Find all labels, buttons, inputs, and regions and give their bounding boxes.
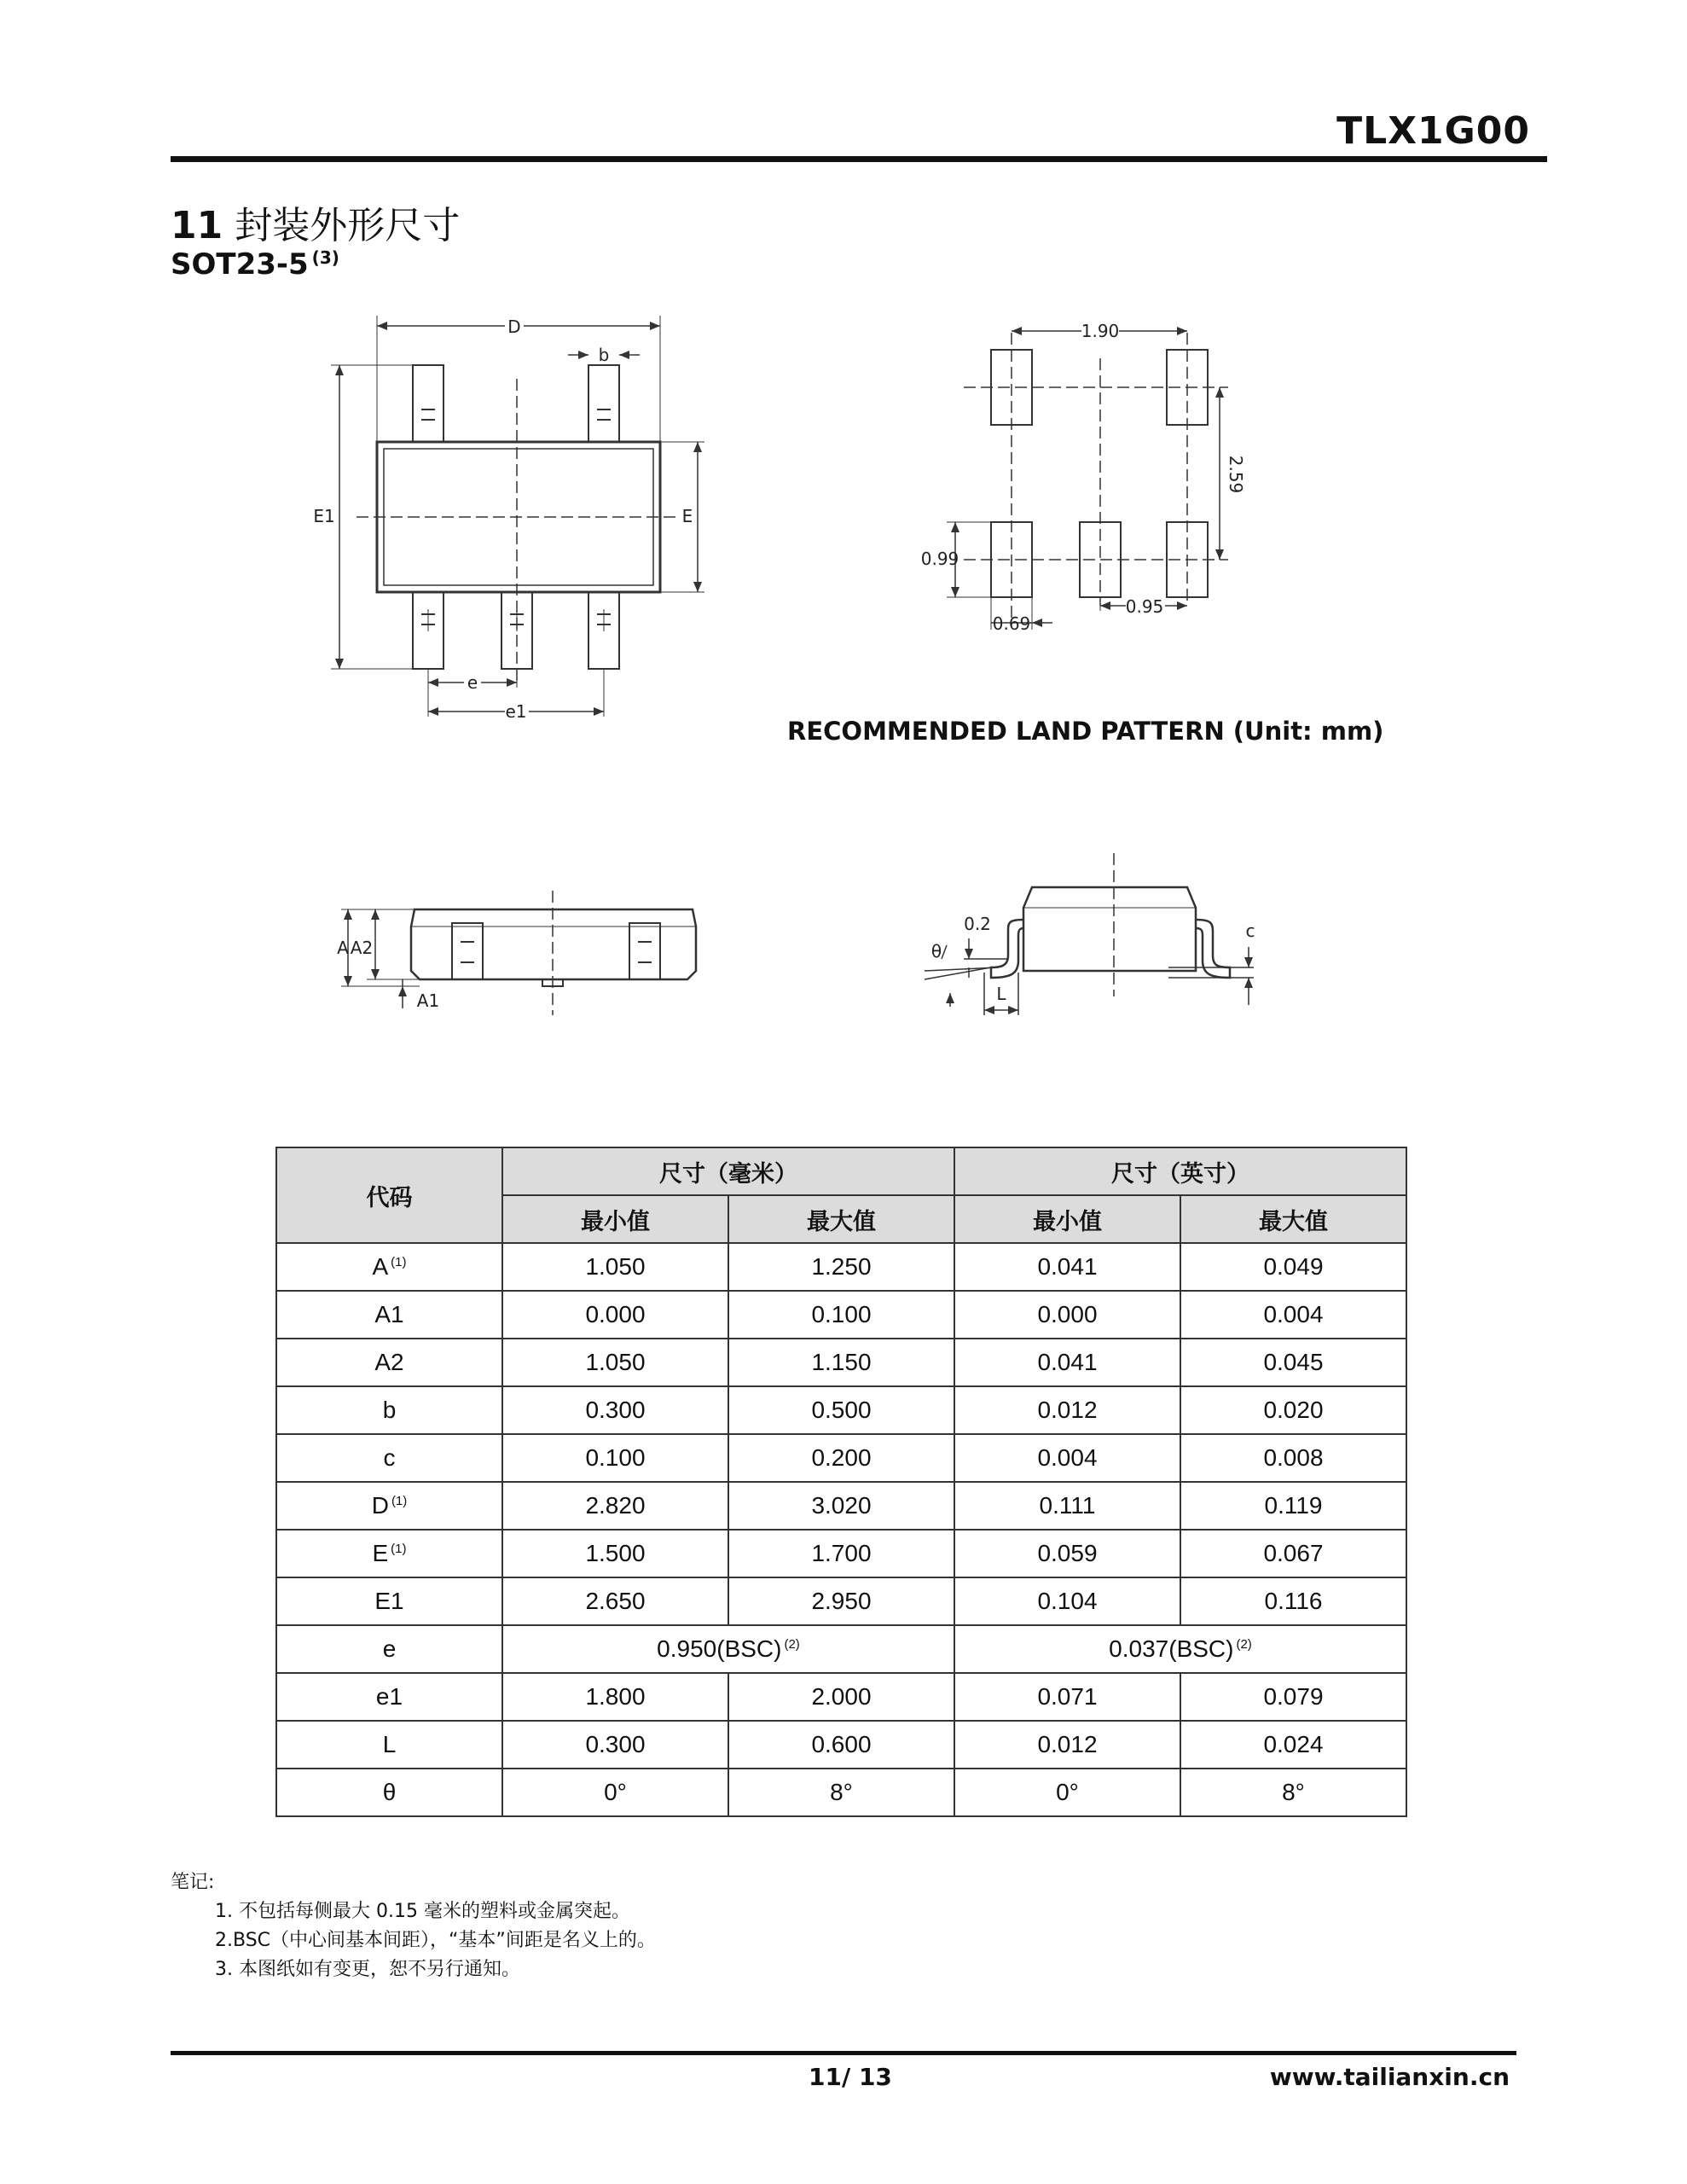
cell-value: 0.041 [954,1243,1180,1291]
cell-value: 2.820 [502,1482,728,1530]
cell-value: 1.050 [502,1339,728,1386]
table-row [276,1769,1406,1816]
symbol-note: (1) [391,1494,408,1508]
cell-value: 0.500 [728,1386,954,1434]
table-row [276,1673,1406,1721]
row-symbol: A2 [276,1339,502,1386]
cell-value: 2.000 [728,1673,954,1721]
cell-value: 1.150 [728,1339,954,1386]
note-item: 3. 本图纸如有变更，恕不另行通知。 [215,1959,520,1980]
cell-value: 0.000 [954,1291,1180,1339]
cell-value: 1.800 [502,1673,728,1721]
cell-value: 0.008 [1180,1434,1406,1482]
land-dim-095: 0.95 [1125,596,1164,617]
table-row [276,1625,1406,1673]
cell-value: 0.100 [728,1291,954,1339]
note-item: 2.BSC（中心间基本间距），“基本”间距是名义上的。 [215,1930,656,1951]
part-number: TLX1G00 [1336,109,1530,153]
side-view-drawing [333,887,708,1041]
package-note: (3) [311,247,339,268]
cell-value: 8° [1180,1769,1406,1816]
land-dim-069: 0.69 [992,613,1031,634]
cell-value: 0.004 [1180,1291,1406,1339]
header-in-min: 最小值 [954,1195,1180,1243]
cell-value: 0° [954,1769,1180,1816]
symbol-note: (1) [391,1542,407,1556]
land-pattern-drawing [921,316,1279,657]
cell-value: 0.000 [502,1291,728,1339]
dim-E-label: E [681,506,693,526]
table-row [276,1291,1406,1339]
row-symbol [276,1243,502,1291]
header-rule [171,156,1547,162]
package-name-text: SOT23-5 [171,247,309,282]
dim-e-label: e [467,672,478,693]
row-symbol: E1 [276,1577,502,1625]
package-name [171,247,339,282]
merged-value-text: 0.037(BSC) [1109,1635,1234,1662]
land-pattern-caption: RECOMMENDED LAND PATTERN (Unit: mm) [787,717,1384,746]
table-row [276,1530,1406,1577]
symbol-note: (1) [391,1255,407,1269]
table-row [276,1721,1406,1769]
cell-value: 0.004 [954,1434,1180,1482]
lead-dim-c: c [1245,921,1255,941]
dim-E1-label: E1 [313,506,335,526]
row-symbol: A1 [276,1291,502,1339]
cell-value: 0.045 [1180,1339,1406,1386]
cell-value: 1.050 [502,1243,728,1291]
footer-rule [171,2051,1516,2055]
cell-value: 1.250 [728,1243,954,1291]
cell-value: 1.500 [502,1530,728,1577]
dim-b-label: b [598,345,610,365]
notes-heading: 笔记: [171,1872,215,1893]
merged-value-note: (2) [1236,1637,1252,1652]
cell-value: 0.071 [954,1673,1180,1721]
cell-value: 2.650 [502,1577,728,1625]
cell-value: 0.119 [1180,1482,1406,1530]
row-symbol: θ [276,1769,502,1816]
cell-value: 0.300 [502,1386,728,1434]
cell-value: 0° [502,1769,728,1816]
cell-value: 0.012 [954,1721,1180,1769]
cell-value: 1.700 [728,1530,954,1577]
cell-value: 0.104 [954,1577,1180,1625]
symbol-text: D [371,1492,389,1519]
row-symbol: e [276,1625,502,1673]
table-row [276,1243,1406,1291]
row-symbol: e1 [276,1673,502,1721]
dim-D-label: D [507,317,521,337]
row-symbol: c [276,1434,502,1482]
top-view-drawing [307,307,716,734]
website-url: www.tailianxin.cn [1269,2063,1510,2091]
table-row [276,1482,1406,1530]
cell-value: 0.116 [1180,1577,1406,1625]
page-number: 11/ 13 [809,2063,892,2091]
dimension-table [275,1147,1407,1817]
header-code: 代码 [276,1147,502,1243]
cell-value: 0.041 [954,1339,1180,1386]
table-row [276,1386,1406,1434]
side-dim-A1: A1 [416,990,440,1011]
lead-dim-02: 0.2 [964,914,991,934]
cell-merged-value [954,1625,1406,1673]
symbol-text: A [372,1253,389,1280]
dim-e1-label: e1 [505,701,527,722]
header-mm-min: 最小值 [502,1195,728,1243]
lead-detail-drawing [913,853,1313,1041]
note-item: 1. 不包括每侧最大 0.15 毫米的塑料或金属突起。 [215,1901,630,1922]
cell-value: 0.200 [728,1434,954,1482]
cell-value: 8° [728,1769,954,1816]
lead-dim-L: L [996,984,1006,1004]
section-title-text: 封装外形尺寸 [235,204,461,247]
lead-dim-theta: θ [930,941,942,961]
cell-merged-value [502,1625,954,1673]
side-dim-A2: A2 [350,938,374,958]
section-title [171,195,460,249]
side-dim-A: A [337,938,349,958]
cell-value: 0.024 [1180,1721,1406,1769]
row-symbol [276,1530,502,1577]
cell-value: 0.111 [954,1482,1180,1530]
cell-value: 0.012 [954,1386,1180,1434]
table-row [276,1577,1406,1625]
land-dim-190: 1.90 [1081,321,1120,341]
land-dim-099: 0.99 [921,549,959,569]
header-mm-max: 最大值 [728,1195,954,1243]
cell-value: 3.020 [728,1482,954,1530]
row-symbol [276,1482,502,1530]
header-mm: 尺寸（毫米） [502,1147,954,1195]
cell-value: 0.049 [1180,1243,1406,1291]
table-row [276,1339,1406,1386]
land-dim-259: 2.59 [1226,455,1246,494]
section-number: 11 [171,204,223,247]
cell-value: 0.079 [1180,1673,1406,1721]
row-symbol: b [276,1386,502,1434]
cell-value: 0.059 [954,1530,1180,1577]
notes-section [171,1868,656,1984]
row-symbol: L [276,1721,502,1769]
merged-value-text: 0.950(BSC) [657,1635,782,1662]
cell-value: 0.600 [728,1721,954,1769]
cell-value: 2.950 [728,1577,954,1625]
merged-value-note: (2) [784,1637,800,1652]
cell-value: 0.067 [1180,1530,1406,1577]
cell-value: 0.100 [502,1434,728,1482]
cell-value: 0.020 [1180,1386,1406,1434]
cell-value: 0.300 [502,1721,728,1769]
table-row [276,1434,1406,1482]
symbol-text: E [372,1540,389,1566]
header-in-max: 最大值 [1180,1195,1406,1243]
header-in: 尺寸（英寸） [954,1147,1406,1195]
